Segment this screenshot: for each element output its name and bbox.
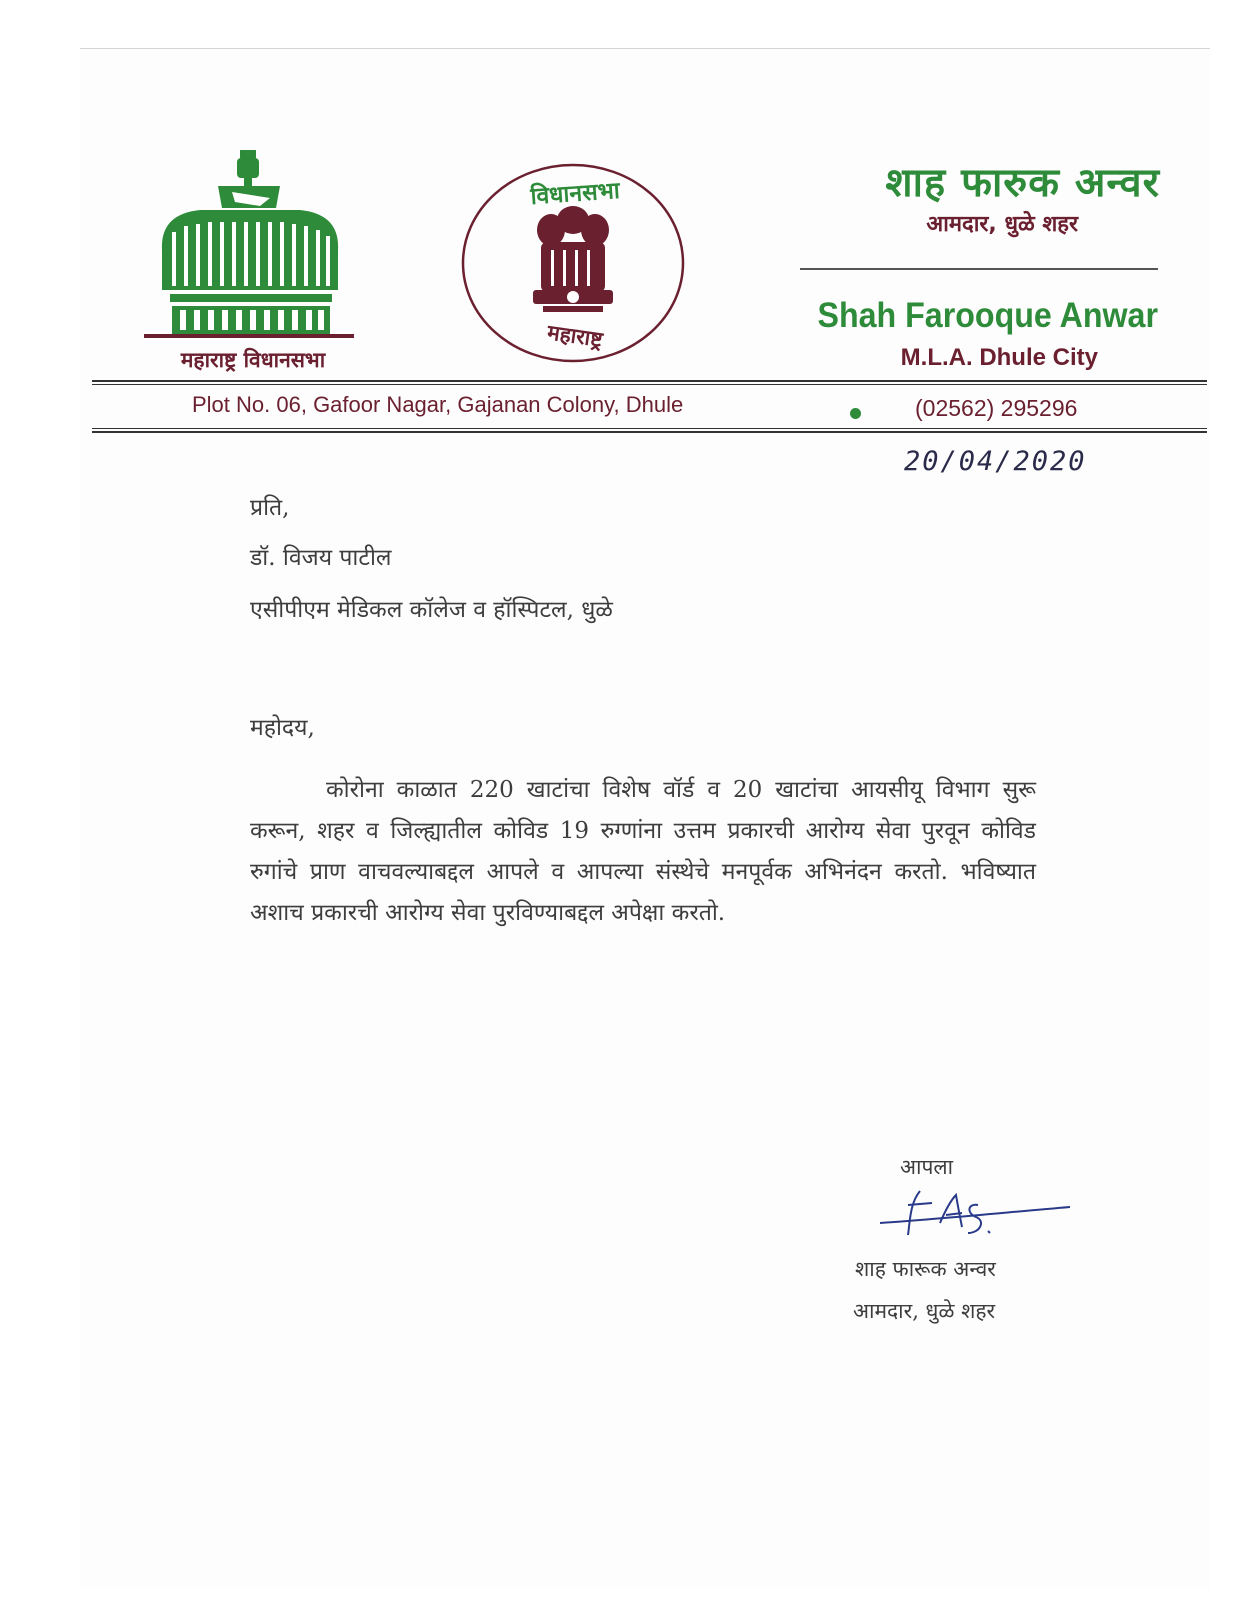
name-english: Shah Farooque Anwar bbox=[817, 296, 1158, 335]
letter-body-text: कोरोना काळात 220 खाटांचा विशेष वॉर्ड व 20 खाटांचा आयसीयू विभाग सुरू करून, शहर व जिल्ह्यातील कोविड 19 रुग्णांना उत्तम प्रकारची आरोग्य सेवा पुरवून कोविड रुगांचे प्राण वाचवल्याबद्दल आपले व आपल्या संस्थेचे मनपूर्वक अभिनंदन करतो. भविष्यात अशाच प्रकारची आरोग्य सेवा पुरविण्याबद्दल अपेक्षा करतो. bbox=[250, 777, 1036, 926]
header-divider bbox=[800, 268, 1158, 270]
emblem-top-text: विधानसभा bbox=[529, 177, 621, 211]
designation-english: M.L.A. Dhule City bbox=[900, 344, 1098, 371]
phone-number: (02562) 295296 bbox=[915, 395, 1078, 421]
address-band-top-rule bbox=[92, 380, 1207, 385]
name-marathi: शाह फारुक अन्वर bbox=[885, 160, 1160, 206]
logo-caption: महाराष्ट्र विधानसभा bbox=[180, 348, 326, 372]
bullet-dot-icon bbox=[850, 408, 861, 419]
signatory-title: आमदार, धुळे शहर bbox=[853, 1299, 996, 1323]
address-text: Plot No. 06, Gafoor Nagar, Gajanan Colony, Dhule bbox=[192, 392, 684, 417]
signature-initials: F.A.S. bbox=[880, 1183, 883, 1184]
handwritten-signature bbox=[880, 1183, 1070, 1243]
letter-body bbox=[250, 770, 1036, 934]
closing: आपला bbox=[900, 1155, 954, 1179]
address-band-bottom-rule bbox=[92, 428, 1207, 433]
designation-marathi: आमदार, धुळे शहर bbox=[926, 212, 1078, 237]
emblem-bottom-text: महाराष्ट्र bbox=[545, 320, 605, 352]
vidhan-bhavan-logo bbox=[140, 150, 360, 375]
letter-date: 20/04/2020 bbox=[904, 446, 1087, 477]
recipient-institution: एसीपीएम मेडिकल कॉलेज व हॉस्पिटल, धुळे bbox=[250, 597, 613, 623]
salutation-to: प्रति, bbox=[250, 495, 290, 521]
recipient-name: डॉ. विजय पाटील bbox=[250, 545, 392, 571]
greeting: महोदय, bbox=[250, 715, 315, 741]
signatory-name: शाह फारूक अन्वर bbox=[855, 1257, 996, 1281]
